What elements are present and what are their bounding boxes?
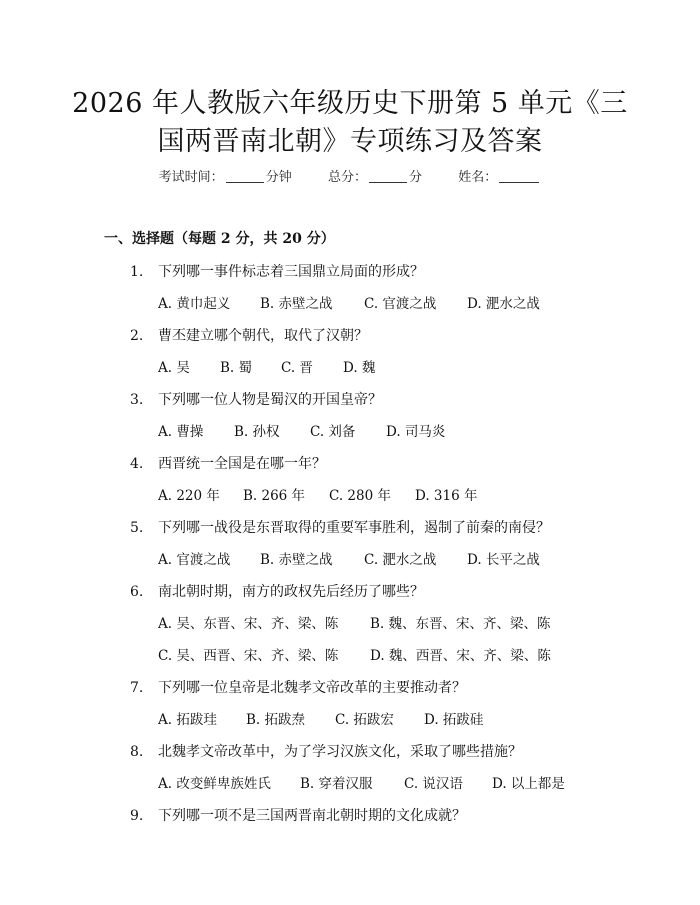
option-d: D. 淝水之战	[467, 296, 540, 312]
option-b: B. 拓跋焘	[246, 712, 306, 728]
option-d: D. 316 年	[415, 488, 478, 504]
question-text: 下列哪一战役是东晋取得的重要军事胜利，遏制了前秦的南侵？	[158, 520, 550, 536]
option-b: B. 穿着汉服	[300, 776, 373, 792]
question-6	[130, 582, 424, 602]
option-a: A. 曹操	[158, 424, 204, 440]
name-label: 姓名：	[458, 170, 498, 185]
question-1	[130, 262, 424, 282]
option-a: A. 吴、东晋、宋、齐、梁、陈	[158, 616, 339, 632]
option-c: C. 淝水之战	[364, 552, 437, 568]
option-d: D. 长平之战	[467, 552, 540, 568]
option-d: D. 魏、西晋、宋、齐、梁、陈	[370, 648, 551, 664]
option-d: D. 拓跋硅	[424, 712, 484, 728]
option-a: A. 拓跋珪	[158, 712, 217, 728]
question-text: 下列哪一位皇帝是北魏孝文帝改革的主要推动者？	[158, 680, 466, 696]
question-text: 下列哪一事件标志着三国鼎立局面的形成？	[158, 264, 424, 280]
question-text: 曹丕建立哪个朝代，取代了汉朝？	[158, 328, 368, 344]
question-number: 2.	[130, 328, 144, 344]
question-3	[130, 390, 382, 410]
option-c: C. 刘备	[310, 424, 356, 440]
question-number: 9.	[130, 808, 144, 824]
question-number: 7.	[130, 680, 144, 696]
score-blank	[369, 168, 407, 183]
option-a: A. 黄巾起义	[158, 296, 231, 312]
document-title-line-1: 2026 年人教版六年级历史下册第 5 单元《三	[72, 88, 628, 119]
question-text: 下列哪一位人物是蜀汉的开国皇帝？	[158, 392, 382, 408]
question-number: 8.	[130, 744, 144, 760]
question-7-options	[158, 710, 483, 730]
option-a: A. 吴	[158, 360, 190, 376]
question-text: 下列哪一项不是三国两晋南北朝时期的文化成就？	[158, 808, 466, 824]
exam-meta-line	[0, 168, 700, 188]
section-heading: 一、选择题（每题 2 分，共 20 分）	[104, 231, 335, 247]
question-number: 6.	[130, 584, 144, 600]
question-number: 1.	[130, 264, 144, 280]
time-label: 考试时间：	[158, 170, 224, 185]
question-4-options	[158, 486, 477, 506]
question-text: 北魏孝文帝改革中，为了学习汉族文化，采取了哪些措施？	[158, 744, 522, 760]
time-unit: 分钟	[265, 170, 292, 185]
question-8	[130, 742, 522, 762]
question-2-options	[158, 358, 375, 378]
option-a: A. 改变鲜卑族姓氏	[158, 776, 271, 792]
option-d: D. 以上都是	[492, 776, 565, 792]
score-unit: 分	[409, 170, 423, 185]
question-9	[130, 806, 466, 826]
question-8-options	[158, 774, 565, 794]
option-c: C. 晋	[281, 360, 313, 376]
option-a: A. 官渡之战	[158, 552, 231, 568]
question-number: 3.	[130, 392, 144, 408]
score-label: 总分：	[327, 170, 367, 185]
option-d: D. 司马炎	[386, 424, 446, 440]
question-text: 西晋统一全国是在哪一年？	[158, 456, 326, 472]
option-b: B. 魏、东晋、宋、齐、梁、陈	[370, 616, 551, 632]
option-c: C. 吴、西晋、宋、齐、梁、陈	[158, 648, 339, 664]
option-d: D. 魏	[343, 360, 376, 376]
option-c: C. 官渡之战	[364, 296, 437, 312]
document-title-line-2: 国两晋南北朝》专项练习及答案	[157, 126, 543, 157]
option-c: C. 280 年	[329, 488, 391, 504]
option-b: B. 赤壁之战	[260, 296, 333, 312]
question-text: 南北朝时期，南方的政权先后经历了哪些？	[158, 584, 424, 600]
question-5	[130, 518, 550, 538]
option-c: C. 说汉语	[404, 776, 463, 792]
option-b: B. 孙权	[234, 424, 280, 440]
question-5-options	[158, 550, 540, 570]
time-blank	[226, 168, 264, 183]
question-3-options	[158, 422, 445, 442]
question-6-options-row-2	[158, 646, 551, 666]
option-b: B. 266 年	[243, 488, 306, 504]
name-blank	[499, 168, 539, 183]
question-1-options	[158, 294, 540, 314]
option-a: A. 220 年	[158, 488, 220, 504]
question-2	[130, 326, 368, 346]
question-number: 4.	[130, 456, 144, 472]
option-b: B. 赤壁之战	[260, 552, 333, 568]
option-b: B. 蜀	[220, 360, 253, 376]
question-number: 5.	[130, 520, 144, 536]
question-6-options-row-1	[158, 614, 551, 634]
question-7	[130, 678, 466, 698]
question-4	[130, 454, 326, 474]
option-c: C. 拓跋宏	[335, 712, 394, 728]
